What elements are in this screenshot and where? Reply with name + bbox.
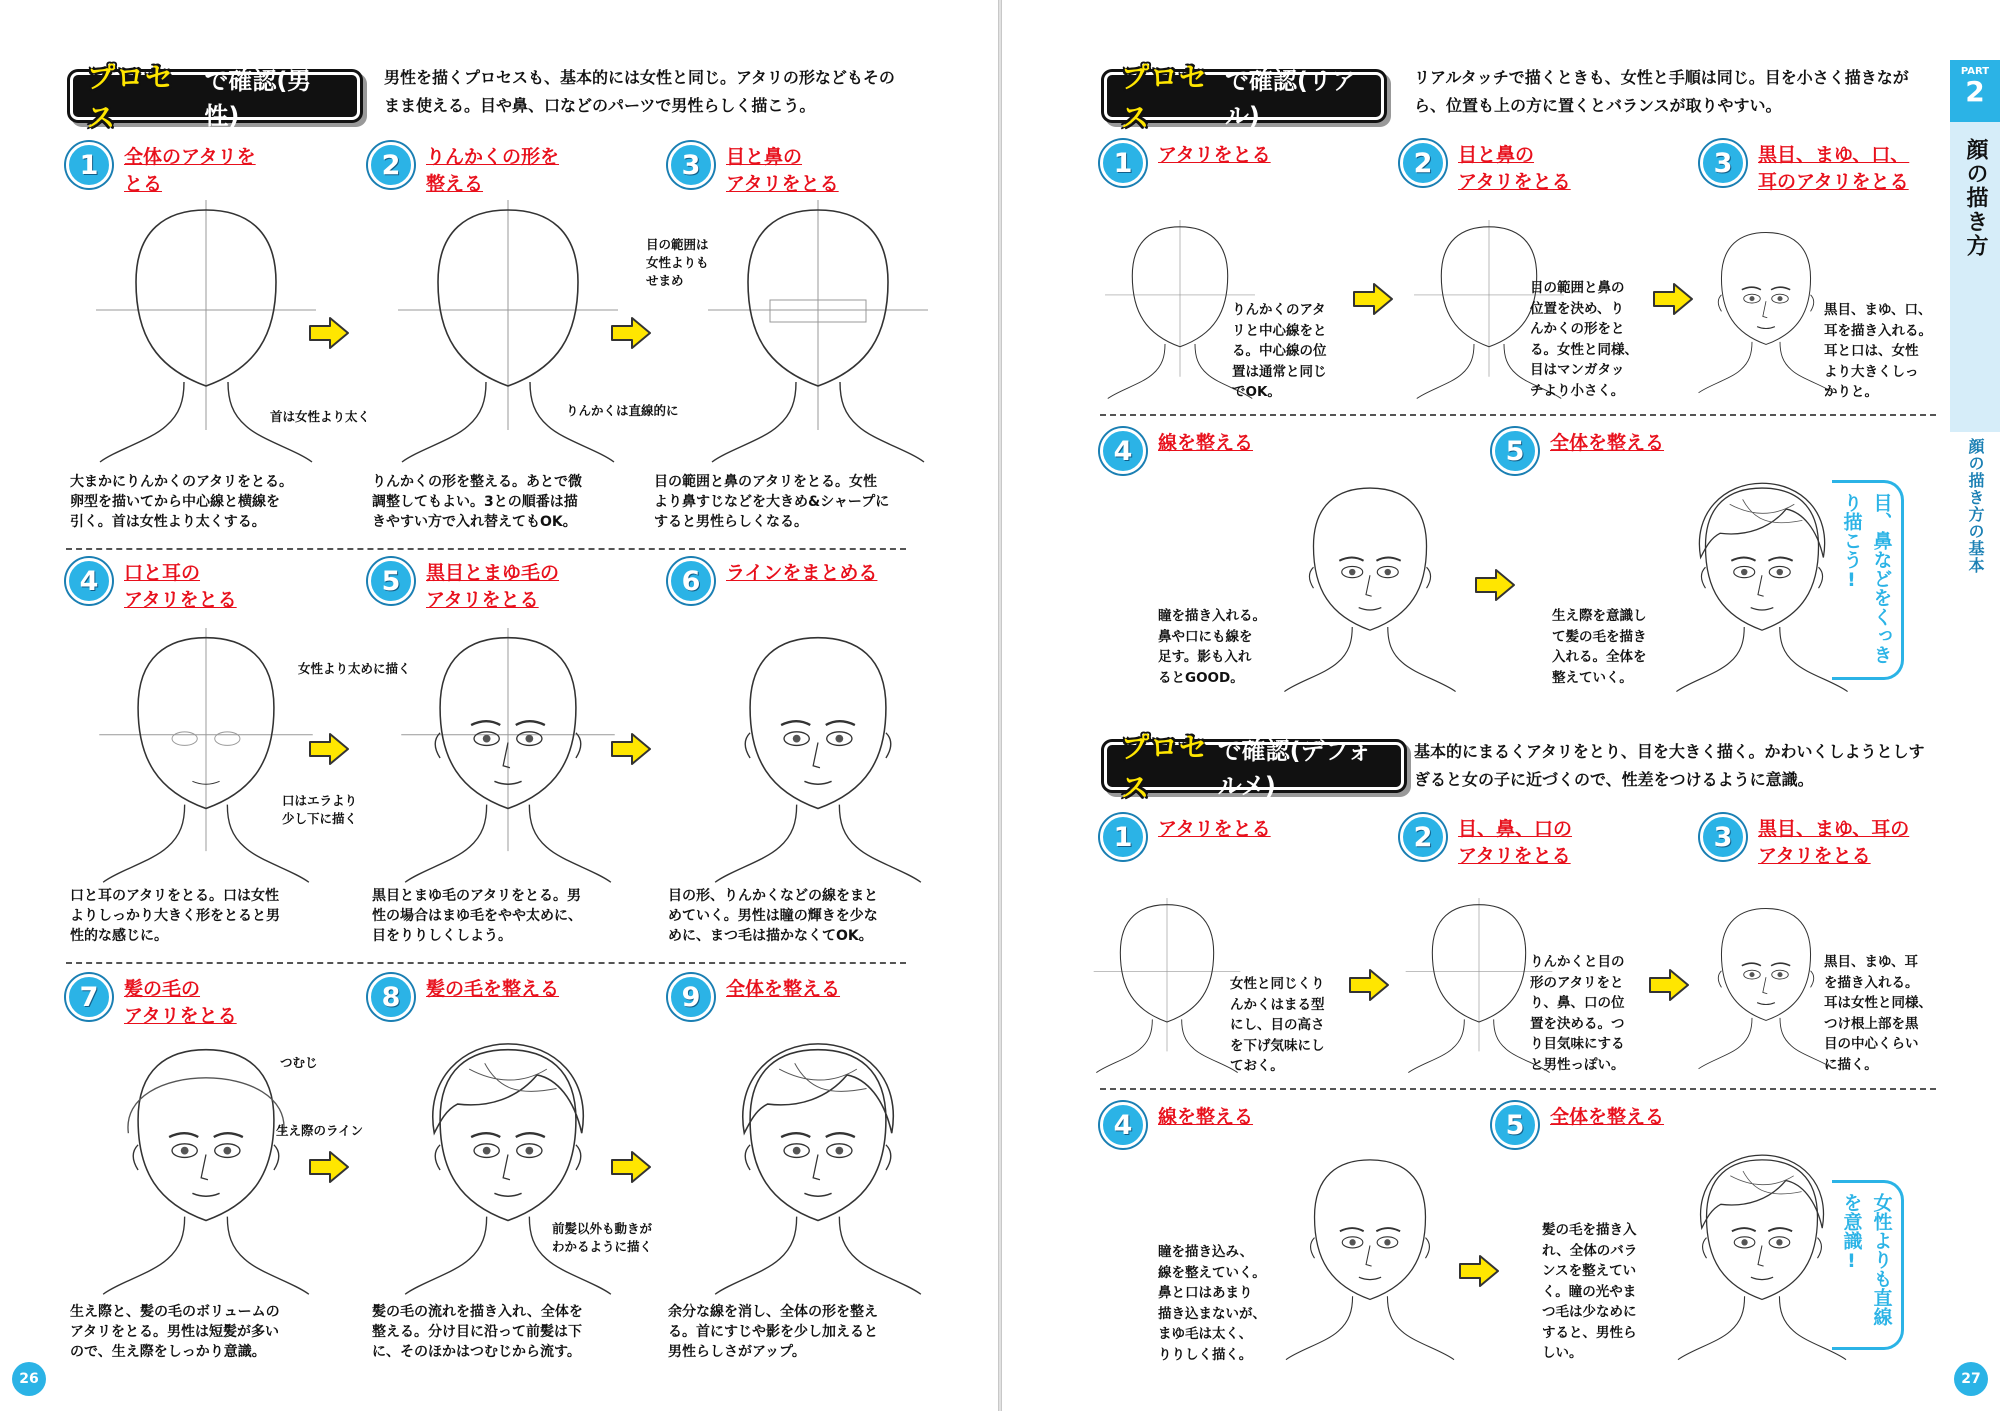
annotation-bangs: 前髪以外も動きが わかるように描く — [552, 1221, 653, 1254]
flow-arrow-icon — [308, 732, 350, 766]
step-note: りんかくのアタ リと中心線をと る。中心線の位 置は通常と同じ でOK。 — [1232, 302, 1327, 400]
section-heading-deformed — [1104, 731, 1404, 804]
step-note: 瞳を描き入れる。 鼻や口にも線を 足す。影も入れ るとGOOD。 — [1158, 608, 1266, 686]
step-note: 黒目、まゆ、口、 耳を描き入れる。 耳と口は、女性 より大きくしっ かりと。 — [1824, 302, 1932, 400]
chapter-title: 顔の描き方 — [1963, 138, 1988, 258]
real-step-3 — [1700, 140, 1950, 410]
annotation-brow: 女性より太めに描く — [298, 661, 411, 676]
sketch-contour — [398, 200, 618, 470]
step-title: 髪の毛の アタリをとる — [124, 978, 237, 1027]
sketch-real-5 — [1672, 480, 1852, 698]
real-step-2 — [1400, 140, 1700, 410]
intro-text: リアルタッチで描くときも、女性と手順は同じ。目を小さく描きながら、位置も上の方に置くとバランスが取りやすい。 — [1414, 68, 1909, 115]
step-note: りんかくと目の 形のアタリをと り、鼻、口の位 置を決める。つ り目気味にする と男性っぽい。 — [1530, 954, 1625, 1073]
annotation-hairline: 生え際のライン — [276, 1123, 364, 1138]
page-number: 26 — [12, 1362, 46, 1396]
sketch-lines — [708, 628, 928, 890]
step-title: 全体を整える — [1550, 1106, 1665, 1128]
step-title: りんかくの形を 整える — [426, 146, 560, 195]
step-badge — [1400, 814, 1450, 860]
step-badge — [668, 558, 718, 604]
chapter-tab — [1950, 122, 2000, 432]
deformed-step-4 — [1100, 1102, 1480, 1372]
step-number: 3 — [1700, 814, 1746, 860]
flow-arrow-icon — [610, 316, 652, 350]
step-number: 7 — [66, 974, 112, 1020]
section-heading-rest: で確認(デフォルメ) — [1217, 737, 1372, 800]
step-number: 4 — [66, 558, 112, 604]
step-badge — [368, 558, 418, 604]
step-title: 全体を整える — [726, 978, 841, 1000]
step-badge — [668, 974, 718, 1020]
step-description: 余分な線を消し、全体の形を整え る。首にすじや影を少し加えると 男性らしさがアップ。 — [668, 1304, 878, 1360]
part-number: 2 — [1965, 75, 1985, 108]
step-title: 目、鼻、口の アタリをとる — [1458, 818, 1573, 867]
step-title: アタリをとる — [1158, 818, 1271, 840]
section-heading-rest: で確認(男性) — [204, 67, 312, 130]
callout-text: 女性よりも直線を意識! — [1840, 1193, 1893, 1326]
sketch-hair-shape — [398, 1040, 618, 1302]
step-note: 目の範囲と鼻の 位置を決め、り んかくの形をと る。女性と同様、 目はマンガタッ チより小さく。 — [1530, 280, 1638, 399]
step-note: 髪の毛を描き入 れ、全体のバラ ンスを整えてい く。瞳の光やま つ毛は少なめに すると、男性ら しい。 — [1542, 1222, 1638, 1361]
annotation-neck: 首は女性より太く — [270, 409, 371, 424]
step-7 — [66, 974, 346, 1374]
step-title: ラインをまとめる — [726, 562, 878, 584]
step-number: 4 — [1100, 428, 1146, 474]
step-description: 生え際と、髪の毛のボリュームの アタリをとる。男性は短髪が多い ので、生え際をしっかり意識。 — [70, 1304, 280, 1360]
section-heading-real — [1104, 61, 1384, 134]
real-step-4 — [1100, 428, 1480, 698]
section-heading-emph: プロセス — [1121, 731, 1209, 804]
step-description: りんかくの形を整える。あとで微 調整してもよい。3との順番は描 きやすい方で入れ替えてもOK。 — [372, 474, 582, 530]
step-description: 目の範囲と鼻のアタリをとる。女性 より鼻すじなどを大きめ&シャープに すると男性らしくなる。 — [654, 474, 890, 530]
right-page — [1002, 0, 2000, 1411]
step-title: 全体を整える — [1550, 432, 1665, 454]
row-divider — [1100, 1088, 1936, 1090]
annotation-jaw: りんかくは直線的に — [566, 403, 679, 418]
sketch-eyes-nose — [708, 200, 928, 470]
step-number: 5 — [1492, 1102, 1538, 1148]
annotation-mouth: 口はエラより 少し下に描く — [282, 793, 358, 826]
flow-arrow-icon — [610, 732, 652, 766]
step-number: 2 — [1400, 140, 1446, 186]
step-badge — [1700, 814, 1750, 860]
step-description: 髪の毛の流れを描き入れ、全体を 整える。分け目に沿って前髪は下 に、そのほかはつむじから流す。 — [372, 1304, 583, 1360]
step-description: 口と耳のアタリをとる。口は女性 よりしっかり大きく形をとると男 性的な感じに。 — [70, 888, 280, 944]
step-note: 生え際を意識し て髪の毛を描き 入れる。全体を 整えていく。 — [1552, 608, 1647, 686]
flow-arrow-icon — [610, 1150, 652, 1184]
flow-arrow-icon — [1648, 968, 1690, 1002]
sketch-pupils-brows — [398, 628, 618, 890]
step-badge — [66, 142, 116, 188]
callout-deformed — [1832, 1180, 1904, 1350]
step-title: 線を整える — [1158, 432, 1254, 454]
step-badge — [1100, 814, 1150, 860]
step-title: 髪の毛を整える — [426, 978, 560, 1000]
sketch-final — [708, 1040, 928, 1302]
part-tab — [1950, 60, 2000, 122]
row-divider — [66, 548, 906, 550]
step-title: 目と鼻の アタリをとる — [1458, 144, 1571, 193]
step-number: 4 — [1100, 1102, 1146, 1148]
sketch-mouth-ears — [96, 628, 316, 890]
step-description: 黒目とまゆ毛のアタリをとる。男 性の場合はまゆ毛をやや太めに、 目をりりしくしよう。 — [372, 888, 582, 944]
step-title: 全体のアタリを とる — [124, 146, 256, 195]
step-description: 目の形、りんかくなどの線をまと めていく。男性は瞳の輝きを少な めに、まつ毛は描かなくてOK。 — [668, 888, 878, 944]
step-number: 3 — [1700, 140, 1746, 186]
flow-arrow-icon — [1652, 282, 1694, 316]
step-3 — [654, 142, 948, 542]
step-title: 線を整える — [1158, 1106, 1254, 1128]
part-label: PART — [1960, 66, 1990, 77]
deformed-step-5 — [1492, 1102, 1872, 1372]
step-badge — [368, 974, 418, 1020]
step-badge — [368, 142, 418, 188]
chapter-subtitle: 顔の描き方の基本 — [1966, 438, 1985, 574]
step-title: 黒目、まゆ、口、 耳のアタリをとる — [1758, 144, 1910, 193]
step-badge — [668, 142, 718, 188]
callout-text: 目、鼻などをくっきり描こう! — [1840, 493, 1893, 664]
annotation-eye-range: 目の範囲は 女性よりも せまめ — [646, 237, 709, 288]
step-4 — [66, 558, 346, 958]
step-title: 目と鼻の アタリをとる — [726, 146, 839, 195]
step-note: 黒目、まゆ、耳 を描き入れる。 耳は女性と同様、 つけ根上部を黒 目の中心くらい に描く。 — [1824, 954, 1932, 1073]
step-badge — [1492, 1102, 1542, 1148]
step-number: 3 — [668, 142, 714, 188]
step-badge — [1492, 428, 1542, 474]
sketch-deformed-4 — [1280, 1152, 1460, 1366]
step-title: 黒目とまゆ毛の アタリをとる — [426, 562, 560, 611]
step-badge — [66, 974, 116, 1020]
step-title: アタリをとる — [1158, 144, 1271, 166]
sketch-real-3 — [1696, 220, 1836, 404]
step-badge — [1100, 428, 1150, 474]
step-number: 9 — [668, 974, 714, 1020]
left-page — [0, 0, 998, 1411]
flow-arrow-icon — [308, 1150, 350, 1184]
step-5 — [368, 558, 648, 958]
step-title: 黒目、まゆ、耳の アタリをとる — [1758, 818, 1910, 867]
section-heading-rest: で確認(リアル) — [1224, 67, 1356, 130]
intro-text: 基本的にまるくアタリをとり、目を大きく描く。かわいくしようとしすぎると女の子に近づくので、性差をつけるように意識。 — [1414, 742, 1925, 789]
section-heading-emph: プロセス — [87, 61, 175, 134]
step-badge — [66, 558, 116, 604]
callout-real — [1832, 480, 1904, 680]
sketch-deformed-1 — [1092, 898, 1242, 1078]
row-divider — [1100, 414, 1936, 416]
sketch-deformed-5 — [1672, 1152, 1852, 1366]
flow-arrow-icon — [1352, 282, 1394, 316]
step-number: 1 — [66, 142, 112, 188]
section-heading-male — [70, 61, 360, 134]
step-1 — [66, 142, 346, 542]
step-6 — [668, 558, 948, 958]
step-number: 1 — [1100, 140, 1146, 186]
step-description: 大まかにりんかくのアタリをとる。 卵型を描いてから中心線と横線を 引く。首は女性より太くする。 — [70, 474, 294, 530]
flow-arrow-icon — [1348, 968, 1390, 1002]
real-step-5 — [1492, 428, 1872, 698]
step-number: 6 — [668, 558, 714, 604]
sketch-deformed-3 — [1696, 898, 1836, 1078]
step-number: 1 — [1100, 814, 1146, 860]
step-9 — [668, 974, 948, 1374]
sketch-real-4 — [1280, 480, 1460, 698]
step-number: 5 — [368, 558, 414, 604]
step-number: 8 — [368, 974, 414, 1020]
step-badge — [1100, 140, 1150, 186]
step-note: 女性と同じくり んかくはまる型 にし、目の高さ を下げ気味にし ておく。 — [1230, 976, 1325, 1074]
step-note: 瞳を描き込み、 線を整えていく。 鼻と口はあまり 描き込まないが、 まゆ毛は太く、 りりしく描く。 — [1158, 1244, 1266, 1363]
annotation-whorl: つむじ — [280, 1055, 318, 1070]
real-step-1 — [1100, 140, 1400, 410]
step-badge — [1400, 140, 1450, 186]
intro-text: 男性を描くプロセスも、基本的には女性と同じ。アタリの形などもそのまま使える。目や鼻、口などのパーツで男性らしく描こう。 — [384, 68, 895, 115]
step-number: 2 — [368, 142, 414, 188]
step-number: 2 — [1400, 814, 1446, 860]
step-8 — [368, 974, 648, 1374]
step-number: 5 — [1492, 428, 1538, 474]
sketch-hair-guide — [96, 1040, 316, 1302]
sketch-egg-head — [96, 200, 316, 470]
row-divider — [66, 962, 906, 964]
deformed-step-1 — [1100, 814, 1400, 1084]
page-number: 27 — [1954, 1362, 1988, 1396]
step-badge — [1100, 1102, 1150, 1148]
deformed-step-2 — [1400, 814, 1700, 1084]
section-heading-emph: プロセス — [1121, 61, 1209, 134]
step-2 — [368, 142, 648, 542]
step-badge — [1700, 140, 1750, 186]
deformed-step-3 — [1700, 814, 1950, 1084]
flow-arrow-icon — [308, 316, 350, 350]
step-title: 口と耳の アタリをとる — [124, 562, 237, 611]
